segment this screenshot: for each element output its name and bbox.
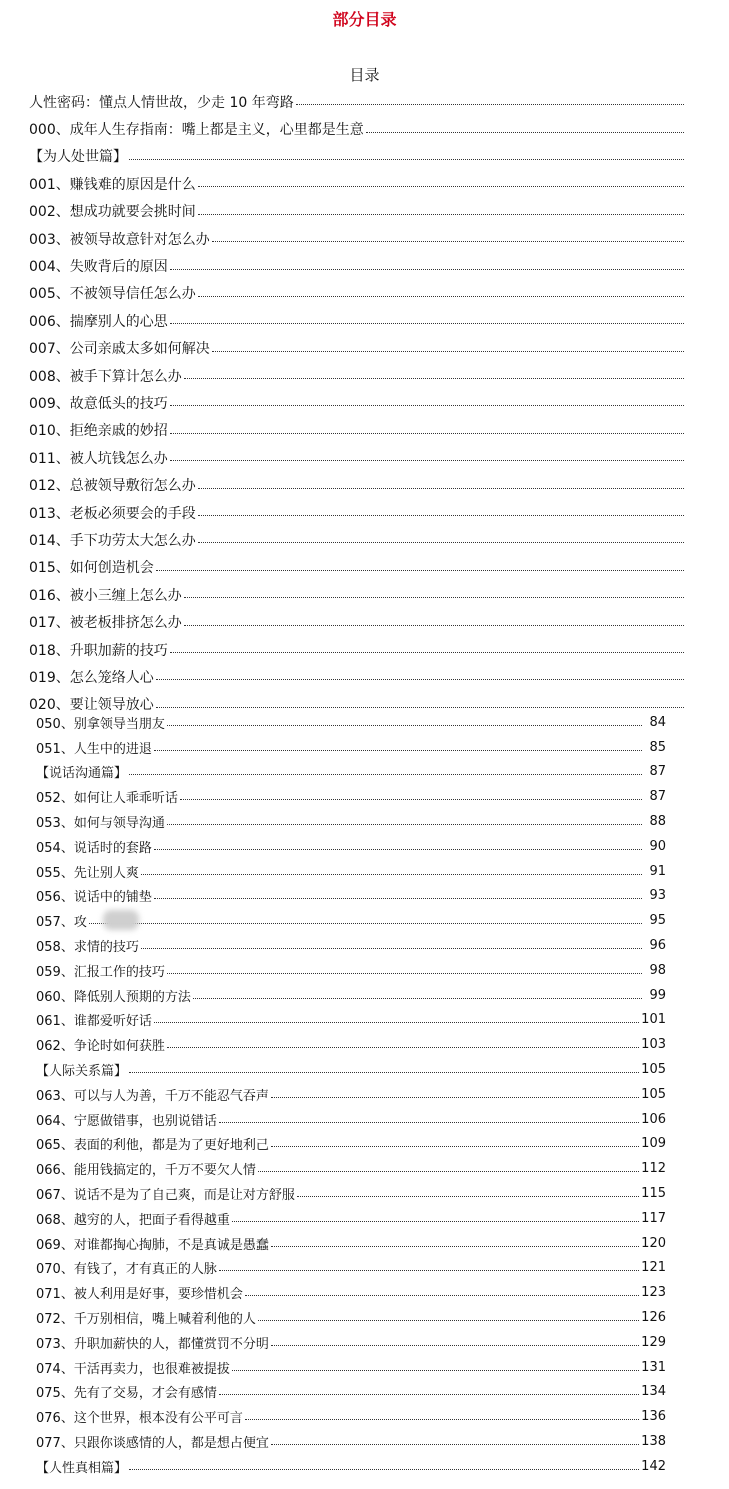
dot-leader: [141, 948, 642, 949]
dot-leader: [258, 1171, 639, 1172]
toc-entry-label: 058、求情的技巧: [36, 940, 139, 956]
dot-leader: [167, 725, 642, 726]
toc-entry-label: 人性密码：懂点人情世故，少走 10 年弯路: [29, 94, 294, 111]
toc-entry-page: 88: [649, 814, 666, 830]
toc-entry-page: 101: [641, 1012, 666, 1028]
toc-entry-label: 064、宁愿做错事，也别说错话: [36, 1113, 217, 1129]
toc-entry[interactable]: [36, 983, 666, 1008]
dot-leader: [184, 378, 684, 379]
toc-section-2: [36, 710, 666, 1479]
dot-leader: [232, 1221, 639, 1222]
dot-leader: [170, 269, 684, 270]
toc-entry-label: 003、被领导故意针对怎么办: [29, 231, 210, 248]
toc-entry[interactable]: [29, 581, 686, 608]
dot-leader: [366, 132, 684, 133]
toc-title: 目录: [349, 66, 380, 84]
dot-leader: [219, 1122, 639, 1123]
toc-entry-label: 013、老板必须要会的手段: [29, 505, 196, 522]
dot-leader: [198, 186, 684, 187]
dot-leader: [156, 707, 684, 708]
toc-entry-label: 072、千万别相信，嘴上喊着利他的人: [36, 1312, 256, 1328]
toc-entry-label: 054、说话时的套路: [36, 840, 152, 856]
toc-entry-page: 96: [649, 938, 666, 954]
toc-entry-page: 129: [641, 1334, 666, 1350]
toc-entry-label: 076、这个世界，根本没有公平可言: [36, 1411, 243, 1427]
toc-entry-label: 075、先有了交易，才会有感情: [36, 1386, 217, 1402]
dot-leader: [170, 405, 684, 406]
toc-entry[interactable]: [36, 1156, 666, 1181]
toc-entry-label: 018、升职加薪的技巧: [29, 642, 168, 659]
toc-entry[interactable]: [36, 1132, 666, 1157]
toc-entry-page: 115: [641, 1186, 666, 1202]
dot-leader: [232, 1370, 639, 1371]
toc-entry[interactable]: [36, 1305, 666, 1330]
dot-leader: [271, 1097, 639, 1098]
dot-leader: [198, 542, 684, 543]
toc-entry[interactable]: [29, 88, 686, 115]
toc-entry-label: 002、想成功就要会挑时间: [29, 204, 196, 221]
toc-entry-label: 011、被人坑钱怎么办: [29, 450, 168, 467]
dot-leader: [219, 1394, 639, 1395]
dot-leader: [184, 597, 684, 598]
toc-entry-label: 059、汇报工作的技巧: [36, 964, 165, 980]
toc-entry-label: 014、手下功劳太大怎么办: [29, 532, 196, 549]
toc-entry-label: 052、如何让人乖乖听话: [36, 791, 178, 807]
toc-entry[interactable]: [36, 1008, 666, 1033]
toc-entry-label: 008、被手下算计怎么办: [29, 368, 182, 385]
toc-entry[interactable]: [36, 859, 666, 884]
toc-entry[interactable]: [36, 1454, 666, 1479]
toc-entry-page: 109: [641, 1136, 666, 1152]
toc-entry-page: 126: [641, 1310, 666, 1326]
dot-leader: [245, 1295, 639, 1296]
toc-entry[interactable]: [36, 1231, 666, 1256]
toc-entry[interactable]: [36, 1355, 666, 1380]
toc-entry-label: 017、被老板排挤怎么办: [29, 615, 182, 632]
toc-entry[interactable]: [29, 143, 686, 170]
toc-entry[interactable]: [36, 1057, 666, 1082]
toc-entry-label: 065、表面的利他，都是为了更好地利己: [36, 1138, 269, 1154]
toc-entry[interactable]: [29, 499, 686, 526]
toc-entry[interactable]: [29, 608, 686, 635]
dot-leader: [167, 973, 642, 974]
dot-leader: [271, 1345, 639, 1346]
dot-leader: [170, 460, 684, 461]
toc-entry-page: 90: [649, 838, 666, 854]
dot-leader: [198, 296, 684, 297]
toc-entry[interactable]: [36, 884, 666, 909]
dot-leader: [129, 159, 684, 160]
toc-entry[interactable]: [36, 710, 666, 735]
toc-entry[interactable]: [29, 663, 686, 690]
toc-entry-page: 123: [641, 1285, 666, 1301]
dot-leader: [89, 923, 642, 924]
toc-entry-page: 138: [641, 1434, 666, 1449]
toc-entry[interactable]: [36, 1404, 666, 1429]
toc-entry[interactable]: [29, 307, 686, 334]
toc-entry[interactable]: [29, 526, 686, 553]
toc-entry-label: 000、成年人生存指南：嘴上都是主义，心里都是生意: [29, 122, 364, 139]
toc-entry[interactable]: [36, 1181, 666, 1206]
toc-entry-label: 053、如何与领导沟通: [36, 816, 165, 832]
toc-section-1: [29, 88, 686, 718]
toc-entry-page: 120: [641, 1235, 666, 1251]
toc-entry-page: 117: [641, 1210, 666, 1226]
dot-leader: [271, 1444, 639, 1445]
toc-entry-label: 009、故意低头的技巧: [29, 395, 168, 412]
blurred-redaction: [103, 910, 139, 930]
toc-entry-label: 015、如何创造机会: [29, 560, 154, 577]
toc-entry[interactable]: [29, 280, 686, 307]
toc-entry-label: 056、说话中的铺垫: [36, 890, 152, 906]
dot-leader: [258, 1320, 639, 1321]
dot-leader: [198, 488, 684, 489]
dot-leader: [170, 652, 684, 653]
toc-entry[interactable]: [29, 636, 686, 663]
toc-entry-page: 121: [641, 1260, 666, 1276]
toc-entry-page: 87: [649, 789, 666, 805]
dot-leader: [271, 1246, 639, 1247]
dot-leader: [154, 849, 642, 850]
toc-entry-page: 99: [649, 987, 666, 1003]
toc-entry[interactable]: [29, 444, 686, 471]
toc-entry-label: 050、别拿领导当朋友: [36, 716, 165, 732]
toc-entry[interactable]: [29, 554, 686, 581]
toc-entry-page: 105: [641, 1062, 666, 1078]
toc-entry-label: 019、怎么笼络人心: [29, 669, 154, 686]
dot-leader: [156, 570, 684, 571]
toc-entry-label: 【人际关系篇】: [36, 1064, 128, 1080]
toc-entry-label: 020、要让领导放心: [29, 697, 154, 714]
dot-leader: [212, 351, 684, 352]
toc-entry-page: 84: [649, 714, 666, 730]
dot-leader: [193, 998, 642, 999]
dot-leader: [271, 1146, 639, 1147]
toc-entry[interactable]: [36, 1380, 666, 1405]
toc-entry[interactable]: [29, 198, 686, 225]
toc-entry[interactable]: [36, 958, 666, 983]
toc-entry[interactable]: [29, 252, 686, 279]
toc-entry-label: 【说话沟通篇】: [36, 766, 128, 782]
toc-entry-label: 【人性真相篇】: [36, 1460, 128, 1476]
toc-entry-label: 005、不被领导信任怎么办: [29, 286, 196, 303]
toc-entry-page: 98: [649, 962, 666, 978]
toc-entry-label: 068、越穷的人，把面子看得越重: [36, 1212, 230, 1228]
toc-entry-page: 106: [641, 1111, 666, 1127]
toc-entry[interactable]: [36, 784, 666, 809]
toc-entry[interactable]: [36, 1032, 666, 1057]
dot-leader: [180, 799, 642, 800]
toc-entry[interactable]: [36, 735, 666, 760]
toc-entry-page: 87: [649, 764, 666, 780]
dot-leader: [141, 874, 642, 875]
dot-leader: [129, 1469, 639, 1470]
dot-leader: [156, 679, 684, 680]
toc-entry[interactable]: [29, 335, 686, 362]
toc-entry-label: 004、失败背后的原因: [29, 259, 168, 276]
toc-entry-label: 055、先让别人爽: [36, 865, 139, 881]
toc-entry-page: 105: [641, 1086, 666, 1102]
toc-entry-page: 93: [649, 888, 666, 904]
dot-leader: [297, 1196, 639, 1197]
toc-entry-label: 069、对谁都掏心掏肺，不是真诚是愚蠢: [36, 1237, 269, 1253]
toc-entry-label: 007、公司亲戚太多如何解决: [29, 341, 210, 358]
dot-leader: [296, 104, 684, 105]
dot-leader: [245, 1419, 639, 1420]
dot-leader: [154, 1022, 639, 1023]
toc-entry-page: 142: [641, 1458, 666, 1474]
dot-leader: [129, 1072, 639, 1073]
dot-leader: [219, 1270, 639, 1271]
dot-leader: [167, 824, 642, 825]
toc-entry[interactable]: [29, 115, 686, 142]
page-header-title: 部分目录: [332, 10, 397, 29]
toc-entry-label: 062、争论时如何获胜: [36, 1039, 165, 1055]
toc-entry-label: 070、有钱了，才有真正的人脉: [36, 1262, 217, 1278]
dot-leader: [212, 241, 684, 242]
toc-entry-label: 016、被小三缠上怎么办: [29, 587, 182, 604]
dot-leader: [198, 214, 684, 215]
toc-entry-label: 077、只跟你谈感情的人，都是想占便宜: [36, 1436, 269, 1451]
toc-entry[interactable]: [29, 471, 686, 498]
toc-entry-label: 057、攻: [36, 915, 87, 931]
toc-entry-label: 073、升职加薪快的人，都懂赏罚不分明: [36, 1336, 269, 1352]
toc-entry[interactable]: [29, 362, 686, 389]
dot-leader: [184, 625, 684, 626]
toc-entry[interactable]: [29, 225, 686, 252]
toc-entry-label: 071、被人利用是好事，要珍惜机会: [36, 1287, 243, 1303]
toc-entry[interactable]: [36, 760, 666, 785]
dot-leader: [198, 515, 684, 516]
toc-entry-label: 006、揣摩别人的心思: [29, 313, 168, 330]
toc-entry[interactable]: [36, 1429, 666, 1454]
dot-leader: [170, 433, 684, 434]
toc-entry[interactable]: [36, 1206, 666, 1231]
toc-entry-page: 91: [649, 863, 666, 879]
dot-leader: [170, 323, 684, 324]
toc-entry[interactable]: [29, 389, 686, 416]
toc-entry-label: 010、拒绝亲戚的妙招: [29, 423, 168, 440]
toc-entry-page: 95: [649, 913, 666, 929]
toc-entry-label: 051、人生中的进退: [36, 741, 152, 757]
toc-entry-label: 001、赚钱难的原因是什么: [29, 176, 196, 193]
toc-entry-label: 074、干活再卖力，也很难被提拔: [36, 1361, 230, 1377]
toc-entry-page: 85: [649, 739, 666, 755]
toc-entry[interactable]: [36, 809, 666, 834]
toc-entry-label: 061、谁都爱听好话: [36, 1014, 152, 1030]
toc-entry-page: 134: [641, 1384, 666, 1400]
dot-leader: [129, 774, 642, 775]
toc-entry-page: 136: [641, 1409, 666, 1425]
dot-leader: [167, 1047, 639, 1048]
toc-entry[interactable]: [36, 1330, 666, 1355]
toc-entry[interactable]: [29, 170, 686, 197]
toc-entry-label: 067、说话不是为了自己爽，而是让对方舒服: [36, 1188, 295, 1204]
toc-entry[interactable]: [36, 1280, 666, 1305]
dot-leader: [154, 750, 642, 751]
toc-entry[interactable]: [36, 1256, 666, 1281]
toc-entry-page: 112: [641, 1161, 666, 1177]
dot-leader: [154, 898, 642, 899]
toc-entry[interactable]: [36, 1107, 666, 1132]
toc-entry[interactable]: [36, 1082, 666, 1107]
toc-entry-page: 103: [641, 1037, 666, 1053]
toc-entry-page: 131: [641, 1359, 666, 1375]
toc-entry-label: 066、能用钱搞定的，千万不要欠人情: [36, 1163, 256, 1179]
toc-entry[interactable]: [36, 933, 666, 958]
toc-entry-label: 012、总被领导敷衍怎么办: [29, 478, 196, 495]
toc-entry-label: 063、可以与人为善，千万不能忍气吞声: [36, 1088, 269, 1104]
toc-entry-label: 【为人处世篇】: [29, 149, 127, 166]
toc-entry-label: 060、降低别人预期的方法: [36, 989, 191, 1005]
toc-entry[interactable]: [29, 417, 686, 444]
toc-entry[interactable]: [36, 834, 666, 859]
